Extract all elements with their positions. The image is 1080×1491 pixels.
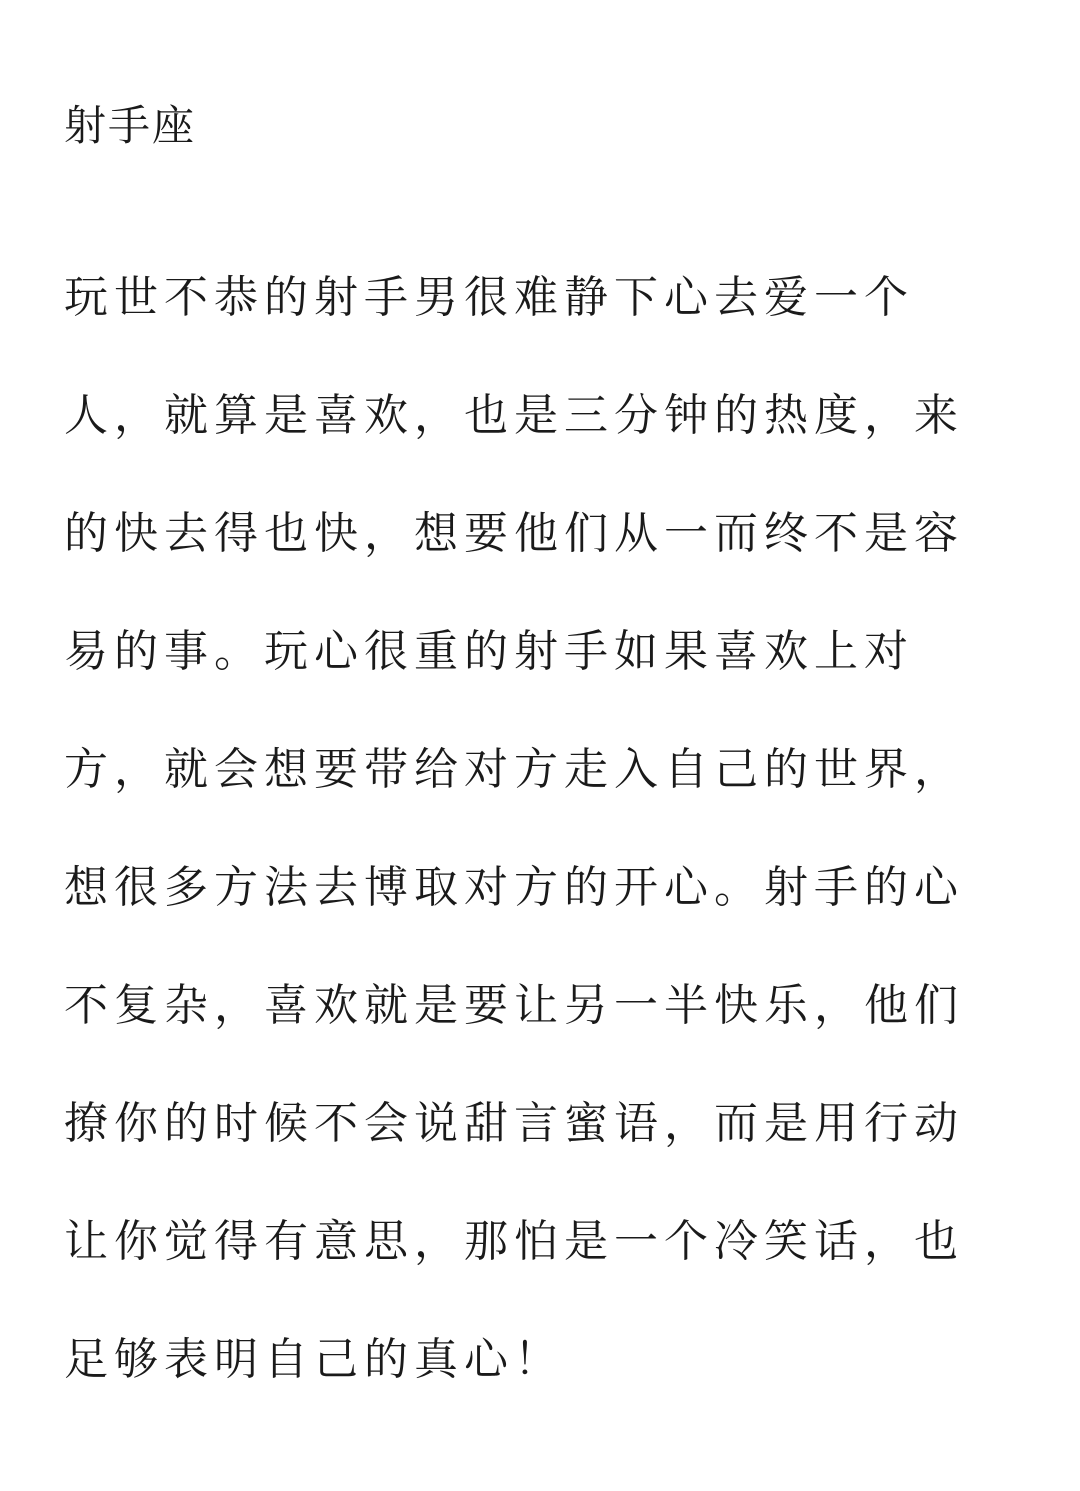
paragraph-line: 玩世不恭的射手男很难静下心去爱一个 xyxy=(64,272,914,323)
paragraph-line: 让你觉得有意思，那怕是一个冷笑话，也 xyxy=(64,1216,964,1267)
document-title: 射手座 xyxy=(64,101,197,150)
paragraph-line: 不复杂，喜欢就是要让另一半快乐，他们 xyxy=(64,980,964,1031)
paragraph-line: 方，就会想要带给对方走入自己的世界， xyxy=(64,744,964,795)
paragraph-line: 想很多方法去博取对方的开心。射手的心 xyxy=(64,862,964,913)
paragraph-line: 撩你的时候不会说甜言蜜语，而是用行动 xyxy=(64,1098,964,1149)
paragraph-line: 易的事。玩心很重的射手如果喜欢上对 xyxy=(64,626,914,677)
paragraph-line: 足够表明自己的真心！ xyxy=(64,1334,564,1385)
paragraph-line: 的快去得也快，想要他们从一而终不是容 xyxy=(64,508,964,559)
paragraph-line: 人，就算是喜欢，也是三分钟的热度，来 xyxy=(64,390,964,441)
